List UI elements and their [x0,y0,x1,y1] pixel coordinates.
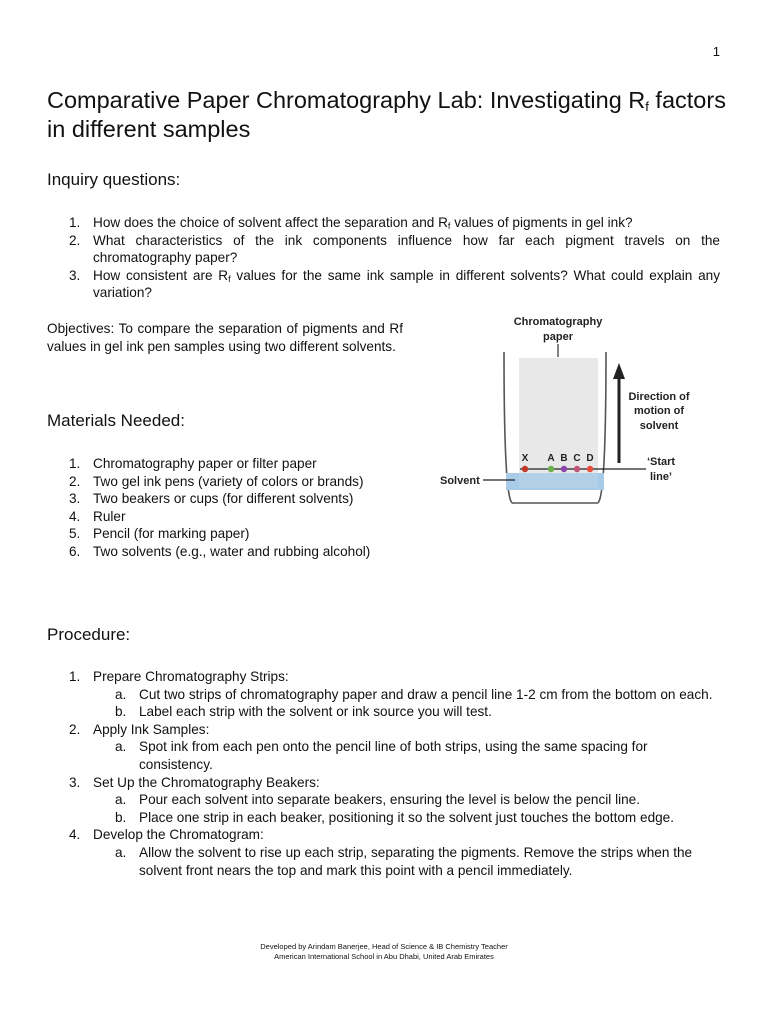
procedure-step [47,826,720,879]
subscript: f [447,221,451,231]
inquiry-list [47,214,720,302]
footer [0,942,768,962]
sub-step-letter: a. [115,686,127,702]
solvent-soaked-paper [519,473,598,488]
sub-step-letter: a. [115,792,127,808]
list-number: 2. [69,232,81,248]
sub-step-letter: b. [115,704,127,720]
paper-label-line1: Chromatography [513,316,603,328]
procedure-step [47,721,720,774]
sub-step-list [93,738,720,773]
question-text: How consistent are R [93,267,229,283]
solvent-label: Solvent [440,475,480,487]
list-number: 4. [69,827,81,843]
subscript: f [228,273,231,284]
spot-d [587,466,593,472]
spot-label-a: A [547,453,555,464]
spot-label-x: X [521,453,529,464]
paper-label-line2: paper [543,331,573,343]
inquiry-question [47,267,720,302]
sub-step [93,844,720,879]
list-number: 2. [69,473,81,489]
spot-a [548,466,554,472]
sub-step [93,686,720,704]
materials-list [47,455,407,561]
direction-label-line2: motion of [633,405,685,417]
sub-step [93,703,720,721]
spot-label-b: B [560,453,568,464]
inquiry-heading: Inquiry questions: [47,170,181,189]
material-text: Two solvents (e.g., water and rubbing alcohol) [93,543,371,559]
material-item [47,490,407,508]
sub-step [93,809,720,827]
spot-b [561,466,567,472]
sub-step-letter: a. [115,844,127,860]
footer-line1: Developed by Arindam Banerjee, Head of Science & IB Chemistry Teacher [260,942,508,951]
sub-step-text: Pour each solvent into separate beakers, ensuring the level is below the pencil line. [139,792,641,808]
materials-heading: Materials Needed: [47,411,185,430]
start-line-label-line2: line’ [649,471,673,483]
step-title: Set Up the Chromatography Beakers: [93,774,320,790]
page-title: Comparative Paper Chromatography Lab: Investigating $R_f$ factors in different samples [47,87,726,142]
material-text: Pencil (for marking paper) [93,526,250,542]
question-text-cont: values for the same ink sample in different solvents? What could explain any variation? [93,267,720,301]
list-number: 1. [69,669,81,684]
material-item [47,543,407,561]
material-text: Two gel ink pens (variety of colors or brands) [93,473,364,489]
step-title: Prepare Chromatography Strips: [93,669,289,684]
step-title: Apply Ink Samples: [93,721,210,737]
footer-line2: American International School in Abu Dhabi, United Arab Emirates [274,952,494,961]
sub-step [93,738,720,773]
spot-c [574,466,580,472]
inquiry-question [47,232,720,267]
procedure-heading: Procedure: [47,625,131,644]
sub-step-text: Label each strip with the solvent or ink source you will test. [139,704,492,720]
list-number: 1. [69,215,81,230]
material-item [47,455,407,473]
page-number: 1 [712,44,720,59]
question-text: What characteristics of the ink components influence how far each pigment travels on the chromatography paper? [93,232,720,266]
material-item [47,473,407,491]
objectives-text: Objectives: To compare the separation of pigments and Rf values in gel ink pen samples using two different solvents. [47,321,403,354]
spot-x [522,466,528,472]
sub-step-text: Spot ink from each pen onto the pencil line of both strips, using the same spacing for consistency. [139,739,648,772]
list-number: 1. [69,456,81,471]
chromatography-diagram [418,305,720,505]
spot-label-c: C [573,453,581,464]
list-number: 5. [69,526,81,542]
procedure-step [47,668,720,721]
sub-step-text: Allow the solvent to rise up each strip, separating the pigments. Remove the strips when the solvent front nears the top and mark this point with a pencil immediately. [139,844,693,878]
spot-label-d: D [586,453,594,464]
question-text-cont: values of pigments in gel ink? [450,215,633,230]
sub-step-list [93,686,720,721]
procedure-list [47,668,720,879]
direction-label-line1: Direction of [628,391,690,403]
sub-step-list [93,791,720,826]
list-number: 2. [69,721,81,737]
material-text: Two beakers or cups (for different solvents) [93,491,354,507]
step-title: Develop the Chromatogram: [93,827,264,843]
list-number: 3. [69,267,81,283]
sub-step-text: Place one strip in each beaker, positioning it so the solvent just touches the bottom edge. [139,809,675,825]
procedure-step [47,774,720,827]
list-number: 4. [69,508,81,524]
question-text: How does the choice of solvent affect the separation and R [93,215,448,230]
sub-step-text: Cut two strips of chromatography paper and draw a pencil line 1-2 cm from the bottom on each. [139,686,713,702]
material-item [47,508,407,526]
sub-step-list [93,844,720,879]
start-line-label-line1: ‘Start [646,456,676,468]
material-text: Chromatography paper or filter paper [93,456,317,471]
direction-label-line3: solvent [639,420,679,432]
list-number: 6. [69,543,81,559]
inquiry-question [47,214,720,232]
sub-step [93,791,720,809]
list-number: 3. [69,491,81,507]
sub-step-letter: a. [115,739,127,755]
material-item [47,525,407,543]
list-number: 3. [69,774,81,790]
sub-step-letter: b. [115,809,127,825]
material-text: Ruler [93,508,126,524]
